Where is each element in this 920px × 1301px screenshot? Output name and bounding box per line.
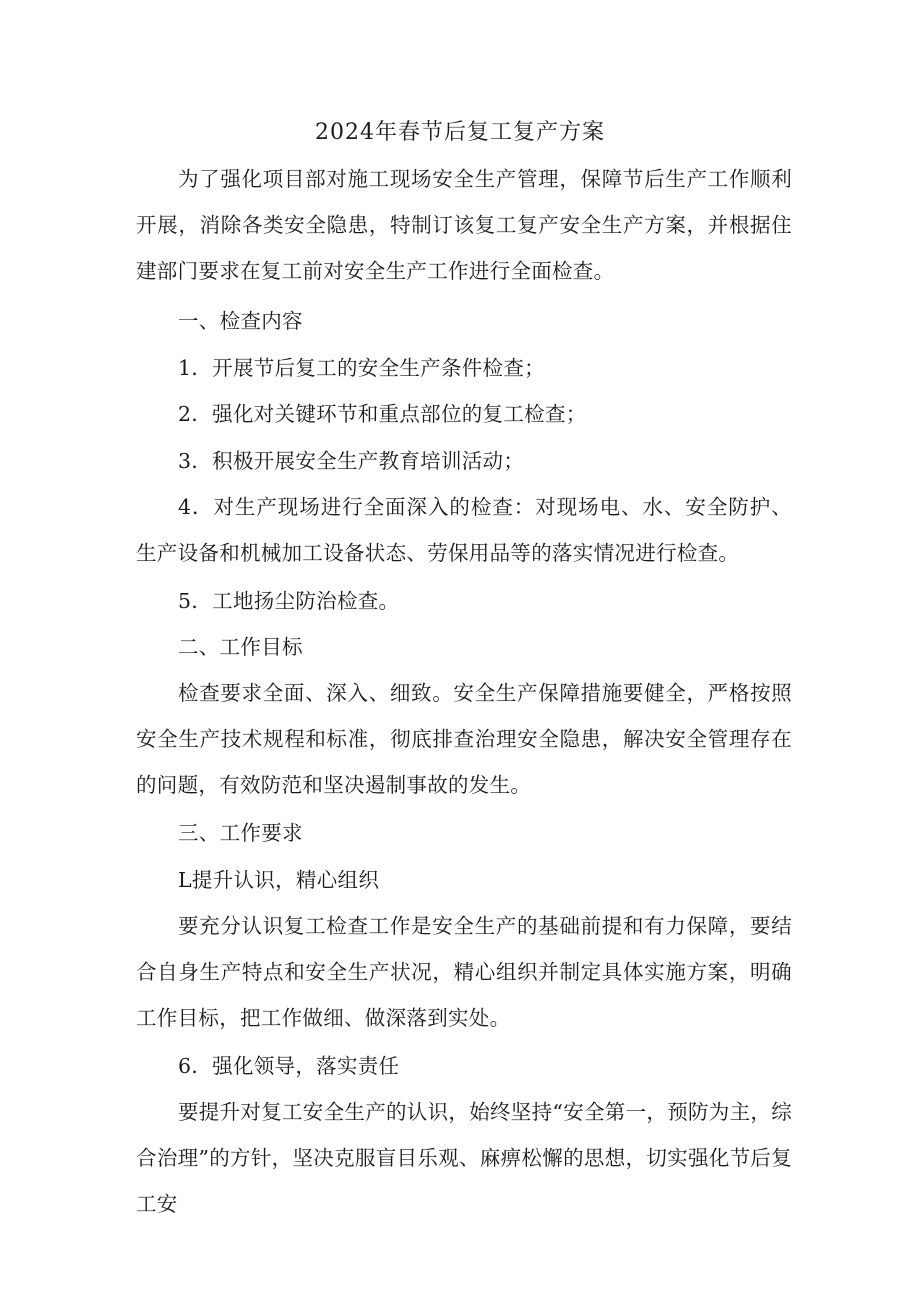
intro-paragraph: 为了强化项目部对施工现场安全生产管理，保障节后生产工作顺利开展，消除各类安全隐患，特制订该复工复产安全生产方案，并根据住建部门要求在复工前对安全生产工作进行全面检查。 [136,167,792,283]
check-item-3: 3．积极开展安全生产教育培训活动； [178,449,525,473]
section1-heading: 一、检查内容 [178,309,303,333]
check-item-5: 5．工地扬尘防治检查。 [178,589,400,613]
check-item-4: 4．对生产现场进行全面深入的检查：对现场电、水、安全防护、生产设备和机械加工设备状态、劳保用品等的落实情况进行检查。 [136,495,792,565]
section3-sub1-heading: L提升认识，精心组织 [178,868,380,892]
check-item-2: 2．强化对关键环节和重点部位的复工检查； [178,402,587,426]
section3-sub1-body: 要充分认识复工检查工作是安全生产的基础前提和有力保障，要结合自身生产特点和安全生产状况，精心组织并制定具体实施方案，明确工作目标，把工作做细、做深落到实处。 [136,914,792,1030]
document-title: 2024年春节后复工复产方案 [315,120,605,145]
section3-sub2-body: 要提升对复工安全生产的认识，始终坚持“安全第一，预防为主，综合治理”的方针，坚决克服盲目乐观、麻痹松懈的思想，切实强化节后复工安 [136,1100,792,1216]
section2-body: 检查要求全面、深入、细致。安全生产保障措施要健全，严格按照安全生产技术规程和标准，彻底排查治理安全隐患，解决安全管理存在的问题，有效防范和坚决遏制事故的发生。 [136,681,792,797]
section2-heading: 二、工作目标 [178,635,303,659]
section3-heading: 三、工作要求 [178,821,303,845]
section3-sub2-heading: 6．强化领导，落实责任 [178,1054,400,1078]
check-item-1: 1．开展节后复工的安全生产条件检查； [178,356,545,380]
